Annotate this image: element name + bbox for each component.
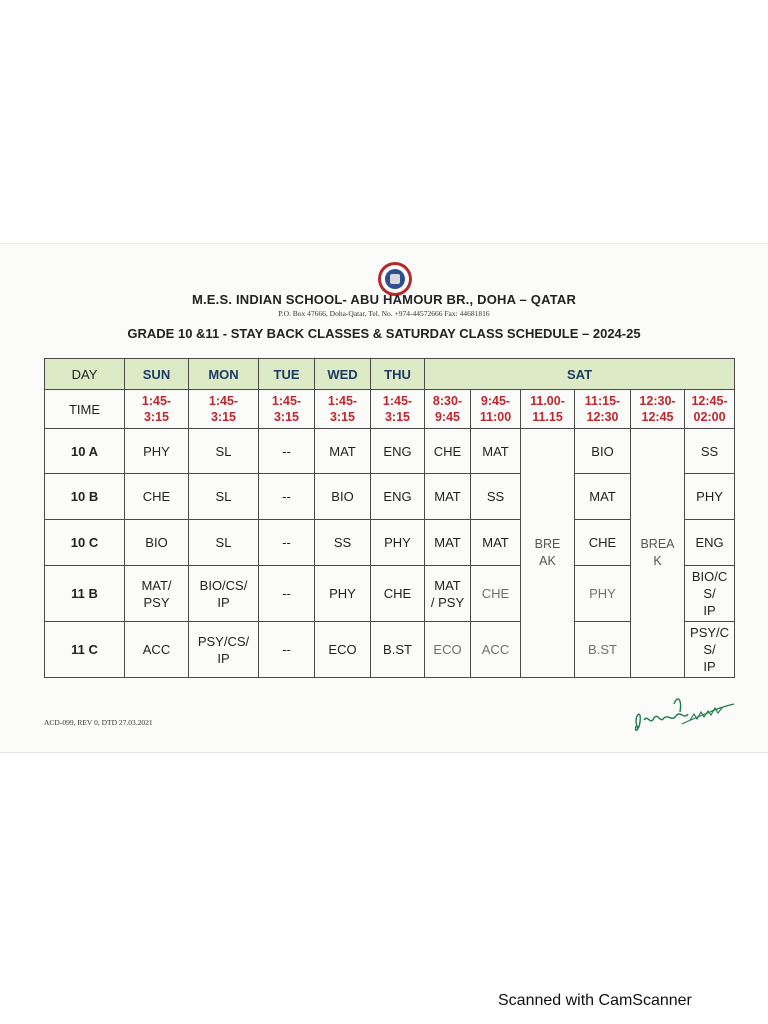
day-tue: TUE <box>259 359 315 390</box>
day-mon: MON <box>189 359 259 390</box>
class-cell: CHE <box>575 520 631 566</box>
sat-time-slot: 11.00- 11.15 <box>521 390 575 429</box>
class-cell: SS <box>685 429 735 474</box>
class-cell: ECO <box>315 622 371 678</box>
grade-label: 11 B <box>45 566 125 622</box>
class-cell: MAT <box>315 429 371 474</box>
class-cell: BIO/CS/ IP <box>189 566 259 622</box>
day-sun: SUN <box>125 359 189 390</box>
time-slot: 1:45- 3:15 <box>259 390 315 429</box>
school-address: P.O. Box 47666, Doha-Qatar, Tel. No. +974-44572666 Fax: 44681816 <box>278 309 490 318</box>
schedule-title: GRADE 10 &11 - STAY BACK CLASSES & SATURDAY CLASS SCHEDULE – 2024-25 <box>127 326 641 341</box>
class-cell: BIO <box>315 474 371 520</box>
sat-time-slot: 12:45- 02:00 <box>685 390 735 429</box>
class-cell: SS <box>471 474 521 520</box>
class-cell: -- <box>259 622 315 678</box>
class-cell: SL <box>189 520 259 566</box>
class-cell: PHY <box>125 429 189 474</box>
class-cell: -- <box>259 520 315 566</box>
class-cell: B.ST <box>575 622 631 678</box>
class-cell: -- <box>259 474 315 520</box>
class-cell: ENG <box>371 474 425 520</box>
day-sat: SAT <box>425 359 735 390</box>
handwritten-signature <box>630 690 740 740</box>
class-cell: -- <box>259 566 315 622</box>
class-cell: ECO <box>425 622 471 678</box>
school-name: M.E.S. INDIAN SCHOOL- ABU HAMOUR BR., DOHA – QATAR <box>191 292 577 307</box>
grade-label: 11 C <box>45 622 125 678</box>
break-cell: BREA K <box>631 429 685 678</box>
class-cell: MAT <box>425 520 471 566</box>
class-cell: CHE <box>371 566 425 622</box>
class-cell: MAT <box>471 520 521 566</box>
class-cell: ACC <box>471 622 521 678</box>
time-header: TIME <box>45 390 125 429</box>
class-cell: PHY <box>685 474 735 520</box>
day-header: DAY <box>45 359 125 390</box>
time-slot: 1:45- 3:15 <box>315 390 371 429</box>
class-cell: PSY/CS/ IP <box>189 622 259 678</box>
sat-time-slot: 11:15- 12:30 <box>575 390 631 429</box>
grade-label: 10 A <box>45 429 125 474</box>
grade-label: 10 B <box>45 474 125 520</box>
day-wed: WED <box>315 359 371 390</box>
class-cell: SL <box>189 429 259 474</box>
class-cell: MAT / PSY <box>425 566 471 622</box>
day-thu: THU <box>371 359 425 390</box>
time-slot: 1:45- 3:15 <box>189 390 259 429</box>
class-cell: ENG <box>371 429 425 474</box>
time-slot: 1:45- 3:15 <box>125 390 189 429</box>
sat-time-slot: 8:30- 9:45 <box>425 390 471 429</box>
class-cell: MAT/ PSY <box>125 566 189 622</box>
class-cell: ENG <box>685 520 735 566</box>
class-cell: MAT <box>575 474 631 520</box>
document-reference: ACD-099, REV 0, DTD 27.03.2021 <box>44 718 153 727</box>
grade-label: 10 C <box>45 520 125 566</box>
schedule-table <box>44 358 735 678</box>
break-cell: BRE AK <box>521 429 575 678</box>
time-slot: 1:45- 3:15 <box>371 390 425 429</box>
class-cell: PHY <box>315 566 371 622</box>
class-cell: PHY <box>371 520 425 566</box>
class-cell: CHE <box>425 429 471 474</box>
class-cell: B.ST <box>371 622 425 678</box>
class-cell: ACC <box>125 622 189 678</box>
class-cell: CHE <box>125 474 189 520</box>
sat-time-slot: 12:30- 12:45 <box>631 390 685 429</box>
class-cell: SL <box>189 474 259 520</box>
camscanner-watermark: Scanned with CamScanner <box>498 992 692 1009</box>
class-cell: MAT <box>425 474 471 520</box>
class-cell: BIO <box>125 520 189 566</box>
class-cell: BIO <box>575 429 631 474</box>
class-cell: SS <box>315 520 371 566</box>
school-logo <box>378 262 412 296</box>
class-cell: PSY/C S/ IP <box>685 622 735 678</box>
class-cell: -- <box>259 429 315 474</box>
class-cell: MAT <box>471 429 521 474</box>
class-cell: CHE <box>471 566 521 622</box>
class-cell: PHY <box>575 566 631 622</box>
sat-time-slot: 9:45- 11:00 <box>471 390 521 429</box>
class-cell: BIO/C S/ IP <box>685 566 735 622</box>
